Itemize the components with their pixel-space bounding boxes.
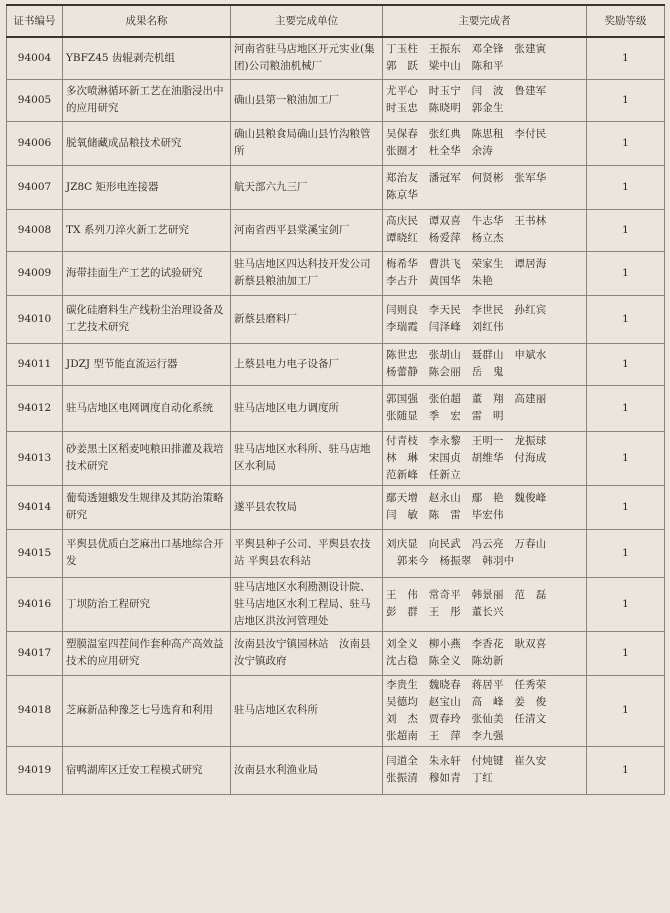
- awards-table: [6, 4, 665, 795]
- unit-cell: 上蔡县电力电子设备厂: [231, 343, 383, 385]
- award-level-cell: 1: [587, 746, 665, 794]
- award-level-cell: 1: [587, 485, 665, 529]
- unit-cell: 航天部六九三厂: [231, 165, 383, 209]
- people-cell: 付青枝 李永黎 王明一 龙振球 林 琳 宋国贞 胡维华 付海成 范新峰 任新立: [383, 431, 587, 485]
- people-cell: 郭国强 张伯超 董 翔 高建丽 张随显 季 宏 雷 明: [383, 385, 587, 431]
- unit-cell: 新蔡县磨料厂: [231, 295, 383, 343]
- unit-cell: 汝南县水利渔业局: [231, 746, 383, 794]
- award-level-cell: 1: [587, 121, 665, 165]
- project-name-cell: YBFZ45 齿辊剥壳机组: [63, 37, 231, 79]
- table-row: [7, 295, 665, 343]
- people-cell: 郑治友 潘冠军 何贤彬 张军华 陈京华: [383, 165, 587, 209]
- table-header-row: [7, 5, 665, 37]
- project-name-cell: 塑膜温室四茬间作套种高产高效益技术的应用研究: [63, 631, 231, 675]
- award-level-cell: 1: [587, 209, 665, 251]
- award-level-cell: 1: [587, 79, 665, 121]
- award-level-cell: 1: [587, 343, 665, 385]
- cert-no-cell: 94017: [7, 631, 63, 675]
- project-name-cell: 海带挂面生产工艺的试验研究: [63, 251, 231, 295]
- header-people: 主要完成者: [383, 5, 587, 37]
- people-cell: 刘庆显 向民武 冯云亮 万春山 郭来今 杨振翠 韩羽中: [383, 529, 587, 577]
- table-row: [7, 37, 665, 79]
- table-row: [7, 431, 665, 485]
- cert-no-cell: 94010: [7, 295, 63, 343]
- project-name-cell: 宿鸭湖库区迁安工程模式研究: [63, 746, 231, 794]
- table-row: [7, 746, 665, 794]
- project-name-cell: JZ8C 矩形电连接器: [63, 165, 231, 209]
- cert-no-cell: 94005: [7, 79, 63, 121]
- cert-no-cell: 94009: [7, 251, 63, 295]
- cert-no-cell: 94006: [7, 121, 63, 165]
- people-cell: 王 伟 常奇平 韩景丽 范 磊 彭 群 王 彤 董长兴: [383, 577, 587, 631]
- cert-no-cell: 94004: [7, 37, 63, 79]
- unit-cell: 河南省西平县棠溪宝剑厂: [231, 209, 383, 251]
- table-row: [7, 675, 665, 746]
- project-name-cell: 葡萄透翅蛾发生规律及其防治策略研究: [63, 485, 231, 529]
- unit-cell: 河南省驻马店地区开元实业(集团)公司粮油机械厂: [231, 37, 383, 79]
- table-row: [7, 165, 665, 209]
- award-level-cell: 1: [587, 529, 665, 577]
- people-cell: 李贵生 魏晓春 蒋居平 任秀荣 吴德均 赵宝山 高 峰 姜 俊 刘 杰 贾春玲 张仙美 任清文 张超南 王 萍 李九强: [383, 675, 587, 746]
- cert-no-cell: 94019: [7, 746, 63, 794]
- award-level-cell: 1: [587, 431, 665, 485]
- cert-no-cell: 94011: [7, 343, 63, 385]
- project-name-cell: JDZJ 型节能直流运行器: [63, 343, 231, 385]
- unit-cell: 确山县第一粮油加工厂: [231, 79, 383, 121]
- unit-cell: 驻马店地区水科所、驻马店地区水利局: [231, 431, 383, 485]
- unit-cell: 确山县粮食局确山县竹沟粮管所: [231, 121, 383, 165]
- people-cell: 陈世忠 张胡山 聂群山 申斌水 杨蕾静 陈会丽 岳 鬼: [383, 343, 587, 385]
- award-level-cell: 1: [587, 37, 665, 79]
- project-name-cell: 脱氧储藏成品粮技术研究: [63, 121, 231, 165]
- table-row: [7, 121, 665, 165]
- people-cell: 吴保春 张红典 陈思租 李付民 张圈才 杜全华 余涛: [383, 121, 587, 165]
- award-level-cell: 1: [587, 295, 665, 343]
- project-name-cell: 多次喷淋循环新工艺在油脂浸出中的应用研究: [63, 79, 231, 121]
- table-row: [7, 577, 665, 631]
- people-cell: 丁玉柱 王振东 邓全锋 张建寅 郭 跃 梁中山 陈和平: [383, 37, 587, 79]
- people-cell: 刘全义 柳小燕 李香花 耿双喜 沈占稳 陈全义 陈幼新: [383, 631, 587, 675]
- award-level-cell: 1: [587, 251, 665, 295]
- award-level-cell: 1: [587, 631, 665, 675]
- cert-no-cell: 94008: [7, 209, 63, 251]
- award-level-cell: 1: [587, 577, 665, 631]
- header-cert-no: 证书编号: [7, 5, 63, 37]
- cert-no-cell: 94015: [7, 529, 63, 577]
- cert-no-cell: 94012: [7, 385, 63, 431]
- project-name-cell: 砂姜黑土区稻麦吨粮田排灌及栽培技术研究: [63, 431, 231, 485]
- project-name-cell: 芝麻新品种豫芝七号选育和利用: [63, 675, 231, 746]
- people-cell: 闫则良 李天民 李世民 孙红宾 李瑞霞 闫泽峰 刘红伟: [383, 295, 587, 343]
- people-cell: 鄢天增 赵永山 鄢 艳 魏俊峰 闫 敏 陈 雷 毕宏伟: [383, 485, 587, 529]
- project-name-cell: TX 系列刀淬火新工艺研究: [63, 209, 231, 251]
- cert-no-cell: 94016: [7, 577, 63, 631]
- project-name-cell: 碳化硅磨料生产线粉尘治理设备及工艺技术研究: [63, 295, 231, 343]
- unit-cell: 汝南县汝宁镇园林站 汝南县汝宁镇政府: [231, 631, 383, 675]
- project-name-cell: 丁坝防治工程研究: [63, 577, 231, 631]
- cert-no-cell: 94018: [7, 675, 63, 746]
- table-row: [7, 209, 665, 251]
- table-row: [7, 251, 665, 295]
- unit-cell: 驻马店地区水利勘测设计院、驻马店地区水利工程局、驻马店地区洪汝河管理处: [231, 577, 383, 631]
- table-row: [7, 79, 665, 121]
- cert-no-cell: 94014: [7, 485, 63, 529]
- people-cell: 高庆民 谭双喜 牛志华 王书林 谭晓红 杨爱萍 杨立杰: [383, 209, 587, 251]
- award-level-cell: 1: [587, 165, 665, 209]
- unit-cell: 遂平县农牧局: [231, 485, 383, 529]
- table-row: [7, 343, 665, 385]
- cert-no-cell: 94007: [7, 165, 63, 209]
- cert-no-cell: 94013: [7, 431, 63, 485]
- people-cell: 尤平心 时玉宁 闫 波 鲁建军 时玉忠 陈晓明 郭金生: [383, 79, 587, 121]
- people-cell: 梅希华 曹洪飞 荣家生 谭居海 李占升 黄国华 朱艳: [383, 251, 587, 295]
- header-project-name: 成果名称: [63, 5, 231, 37]
- table-row: [7, 529, 665, 577]
- table-row: [7, 385, 665, 431]
- header-units: 主要完成单位: [231, 5, 383, 37]
- unit-cell: 驻马店地区农科所: [231, 675, 383, 746]
- unit-cell: 驻马店地区电力调度所: [231, 385, 383, 431]
- project-name-cell: 驻马店地区电网调度自动化系统: [63, 385, 231, 431]
- table-row: [7, 631, 665, 675]
- award-level-cell: 1: [587, 675, 665, 746]
- project-name-cell: 平舆县优质白芝麻出口基地综合开发: [63, 529, 231, 577]
- unit-cell: 驻马店地区四达科技开发公司 新蔡县粮油加工厂: [231, 251, 383, 295]
- award-level-cell: 1: [587, 385, 665, 431]
- table-row: [7, 485, 665, 529]
- people-cell: 闫道全 朱永轩 付炖键 崔久安 张振清 穆如青 丁红: [383, 746, 587, 794]
- header-award-level: 奖励等级: [587, 5, 665, 37]
- unit-cell: 平舆县种子公司、平舆县农技站 平舆县农科站: [231, 529, 383, 577]
